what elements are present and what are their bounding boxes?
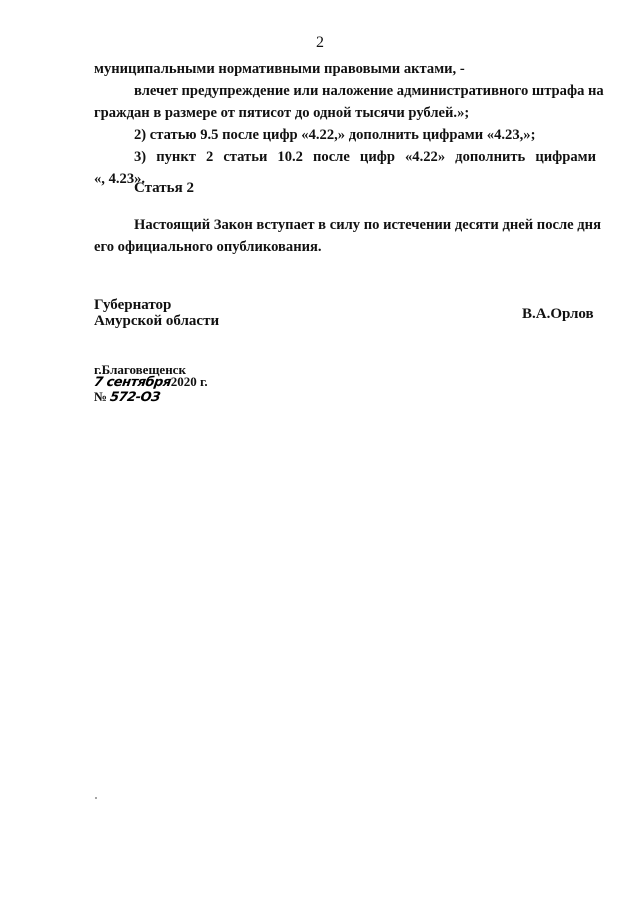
place-of-signing: г.Благовещенск — [94, 362, 186, 377]
text-line: его официального опубликования. — [94, 239, 322, 255]
text-line: 2) статью 9.5 после цифр «4.22,» дополнить цифрами «4.23,»; — [134, 127, 536, 143]
text-line: влечет предупреждение или наложение административного штрафа на — [134, 83, 604, 99]
position-line: Амурской области — [94, 313, 220, 329]
signatory-name: В.А.Орлов — [522, 306, 594, 322]
page-number: 2 — [316, 34, 324, 51]
date-year: 2020 г. — [170, 374, 208, 389]
scan-speck — [95, 797, 97, 799]
text-line: Настоящий Закон вступает в силу по истечении десяти дней после дня — [134, 217, 601, 233]
text-line: «, 4.23». — [94, 171, 146, 187]
signing-date — [94, 374, 208, 390]
signatory-position — [94, 297, 219, 329]
text-line: 3) пункт 2 статьи 10.2 после цифр «4.22» дополнить цифрами — [134, 149, 596, 165]
text-line: граждан в размере от пятисот до одной тысячи рублей.»; — [94, 105, 470, 121]
handwritten-date: 7 сентября — [92, 375, 172, 390]
position-line: Губернатор — [94, 297, 172, 313]
number-prefix: № — [94, 389, 108, 404]
amendment-text — [94, 58, 604, 190]
text-line: муниципальными нормативными правовыми актами, - — [94, 61, 465, 77]
article-heading: Статья 2 — [134, 180, 194, 196]
article-text — [94, 214, 601, 258]
law-number — [94, 389, 160, 405]
handwritten-number: 572-ОЗ — [109, 390, 162, 405]
